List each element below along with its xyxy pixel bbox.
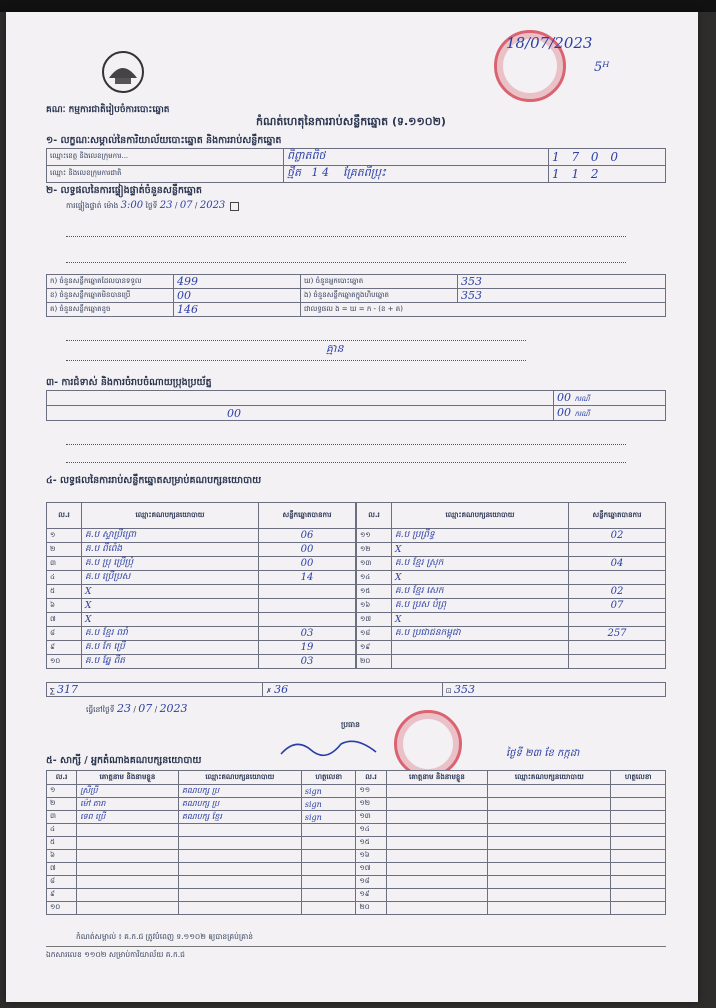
count-a-label: ក) ចំនួនសន្លឹកឆ្នោតដែលបានទទួល (47, 275, 174, 289)
section4-heading: ៤- លទ្ធផលនៃការរាប់សន្លឹកឆ្នោតសម្រាប់គណបក្សនយោបាយ (46, 475, 262, 486)
count-d-value: 353 (458, 275, 666, 289)
party-name: គ.ប ប្រស បំព្រុ (392, 599, 569, 613)
party-name: គ.ប ខ្មែរ ពរាំ (82, 627, 259, 641)
table-row (47, 529, 356, 543)
witness-name (386, 876, 488, 889)
chair-signature-icon (276, 732, 386, 762)
objection-row1-value: 00 ករណី (554, 391, 666, 406)
count-c-label: គ) ចំនួនសន្លឹកឆ្នោតខូច (47, 303, 174, 317)
official-stamp-bottom (394, 710, 462, 778)
vote-count: 06 (259, 529, 356, 543)
row-number: ១៣ (356, 811, 386, 824)
vote-count (569, 613, 666, 627)
witness-name: ស្រីប្រី (77, 785, 179, 798)
count-e-value: 353 (458, 289, 666, 303)
witness-name (386, 785, 488, 798)
footer-divider (46, 946, 666, 947)
row-number: ២ (47, 798, 77, 811)
party-name: X (392, 543, 569, 557)
section3-heading: ៣- ការជំទាស់ និងការចំរាបចំណាយប្រុងប្រយ័ត្ន (46, 377, 212, 388)
table-row (357, 585, 666, 599)
section1-heading: ១- លក្ខណៈសម្គាល់នៃការិយាល័យបោះឆ្នោត និងការរាប់សន្លឹកឆ្នោត (46, 135, 282, 146)
witness-party (178, 837, 301, 850)
row-number: ៥ (47, 585, 82, 599)
row-number: ១០ (47, 902, 77, 915)
witness-signature (611, 863, 666, 876)
vote-count (259, 599, 356, 613)
row2-label: ឈ្មោះ និងលេខក្រុមការជាតិ (47, 166, 284, 183)
witness-signature (301, 876, 356, 889)
party-name: គ.ប ស្ទាប្រីព្រោ (82, 529, 259, 543)
table-row (47, 599, 356, 613)
witness-header: ហត្ថលេខា (301, 771, 356, 785)
count-b-label: ខ) ចំនួនសន្លឹកឆ្នោតមិនបានប្រើ (47, 289, 174, 303)
row-number: ១៨ (357, 627, 392, 641)
table-row (357, 613, 666, 627)
row-number: ៧ (47, 863, 77, 876)
remark-line-3 (66, 334, 526, 343)
witness-name (386, 863, 488, 876)
row2-code: 1 1 2 (549, 166, 666, 183)
results-left (46, 502, 356, 669)
witness-signature: sign (301, 785, 356, 798)
section1-table (46, 148, 666, 183)
table-row (47, 557, 356, 571)
count-a-value: 499 (174, 275, 301, 289)
row-number: ៩ (47, 641, 82, 655)
witness-signature (301, 863, 356, 876)
witness-header: ឈ្មោះគណបក្សនយោបាយ (488, 771, 611, 785)
witness-header: គោត្តនាម និងនាមខ្លួន (386, 771, 488, 785)
row-number: ១៨ (356, 876, 386, 889)
objection-row1-label (47, 391, 554, 406)
footer-text: ឯកសារលេខ ១១០២ សម្រាប់ការិយាល័យ គ.ក.ជ (46, 950, 185, 959)
top-bar (0, 0, 716, 12)
witness-party (488, 850, 611, 863)
row-number: ១១ (356, 785, 386, 798)
row-number: ១៩ (357, 641, 392, 655)
valid-total: ∑ 317 (47, 683, 263, 697)
row-number: ៨ (47, 876, 77, 889)
witness-signature (301, 837, 356, 850)
results-table (356, 502, 666, 669)
stamp-date: 18/07/2023 (506, 34, 593, 52)
invalid-total: ✗ 36 (263, 683, 443, 697)
table-row (47, 824, 666, 837)
row-number: ៦ (47, 599, 82, 613)
witness-signature (301, 889, 356, 902)
witness-signature (611, 902, 666, 915)
table-row (357, 655, 666, 669)
witness-name (77, 889, 179, 902)
witness-party (488, 876, 611, 889)
vote-count: 00 (259, 543, 356, 557)
witness-grid (46, 770, 666, 915)
signing-date: ធ្វើនៅថ្ងៃទី 23 / 07 / 2023 (86, 702, 188, 715)
results-header: ល.រ (357, 503, 392, 529)
section2-heading: ២- លទ្ធផលនៃការផ្ទៀងផ្ទាត់ចំនួនសន្លឹកឆ្នោត (46, 185, 202, 196)
vote-count: 07 (569, 599, 666, 613)
table-row (47, 902, 666, 915)
vote-count: 14 (259, 571, 356, 585)
party-name (392, 655, 569, 669)
objection-row2-value: 00 (47, 406, 554, 421)
witness-name (386, 811, 488, 824)
party-name: គ.ប ប្រើប្រស (82, 571, 259, 585)
table-row (357, 543, 666, 557)
party-name: គ.ប ប្រុ ប្រើប្រុំ (82, 557, 259, 571)
witness-header: ហត្ថលេខា (611, 771, 666, 785)
witness-signature (611, 837, 666, 850)
row1-label: ឈ្មោះខេត្ត និងលេខក្រុមការ... (47, 149, 284, 166)
witness-party: គណបក្ស ប្រ (178, 785, 301, 798)
witness-party (488, 811, 611, 824)
remark-line-6 (66, 456, 626, 465)
table-row (47, 798, 666, 811)
party-name: គ.ប ឆ្នែ ពីត (82, 655, 259, 669)
witness-signature (611, 889, 666, 902)
vote-count (569, 571, 666, 585)
org-name: គណៈ កម្មការជាតិរៀបចំការបោះឆ្នោត (46, 105, 170, 115)
row-number: ១៥ (357, 585, 392, 599)
results-header: សន្លឹកឆ្នោតបានការ (259, 503, 356, 529)
row-number: ៦ (47, 850, 77, 863)
remark-line-1 (66, 230, 666, 239)
objection-row2b-value: 00 ករណី (554, 406, 666, 421)
witness-name (77, 902, 179, 915)
vote-count: 02 (569, 585, 666, 599)
results-header: ឈ្មោះគណបក្សនយោបាយ (82, 503, 259, 529)
table-row (357, 557, 666, 571)
row-number: ៨ (47, 627, 82, 641)
vote-count (569, 543, 666, 557)
footnote: កំណត់សម្គាល់ ៖ គ.ក.ជ ត្រូវបំពេញ ទ.១១០២ ឲ្យបានគ្រប់គ្រាន់ (76, 932, 254, 941)
witness-signature: sign (301, 798, 356, 811)
row-number: ២០ (357, 655, 392, 669)
vote-count: 257 (569, 627, 666, 641)
witness-party (488, 902, 611, 915)
table-row (47, 543, 356, 557)
row-number: ៧ (47, 613, 82, 627)
witness-party (488, 824, 611, 837)
stamp-time: 5ᴴ (594, 60, 610, 75)
count-d-label: ឃ) ចំនួនអ្នកបោះឆ្នោត (301, 275, 458, 289)
party-name: គ.ប ពីពេំង (82, 543, 259, 557)
witness-signature (611, 850, 666, 863)
party-name: គ.ប កែ ប្រើ (82, 641, 259, 655)
vote-count: 04 (569, 557, 666, 571)
chair-label: ប្រធាន (341, 720, 360, 729)
witness-name (386, 902, 488, 915)
row-number: ១ (47, 529, 82, 543)
party-name: X (82, 599, 259, 613)
count-c-value: 146 (174, 303, 301, 317)
witness-party (488, 785, 611, 798)
table-row (47, 863, 666, 876)
table-row (47, 571, 356, 585)
witness-signature (301, 902, 356, 915)
party-name: X (82, 613, 259, 627)
party-name: គ.ប ខ្មែរ ស្រុក (392, 557, 569, 571)
results-table (46, 502, 356, 669)
vote-count: 03 (259, 627, 356, 641)
vote-count (569, 641, 666, 655)
remark-line-5 (66, 438, 626, 447)
remark-line-4 (66, 354, 526, 363)
results-right (356, 502, 666, 669)
row-number: ១ (47, 785, 77, 798)
table-row (47, 613, 356, 627)
row-number: ១៧ (356, 863, 386, 876)
table-row (357, 627, 666, 641)
row-number: ២ (47, 543, 82, 557)
table-row (47, 655, 356, 669)
table-row (47, 837, 666, 850)
section5-heading: ៥- សាក្សី / អ្នកតំណាងគណបក្សនយោបាយ (46, 755, 202, 766)
witness-name (386, 824, 488, 837)
witness-signature (611, 811, 666, 824)
party-name: គ.ប ខ្មែរ សេក (392, 585, 569, 599)
remark-line-2 (66, 256, 666, 265)
witness-header: ល.រ (356, 771, 386, 785)
count-formula: ជាលទ្ធផល ង = ឃ = ក - (ខ + គ) (301, 303, 666, 317)
totals-row (46, 682, 666, 697)
witness-name (77, 876, 179, 889)
party-name: X (82, 585, 259, 599)
row-number: ៩ (47, 889, 77, 902)
witness-signature (611, 798, 666, 811)
table-row (47, 850, 666, 863)
witness-name (386, 798, 488, 811)
row2-value: ថ្មីត 1 4 គ្រែតពីប្រុះ (284, 166, 549, 183)
party-name: X (392, 613, 569, 627)
row-number: ១៩ (356, 889, 386, 902)
count-e-label: ង) ចំនួនសន្លឹកឆ្នោតក្នុងហិបឆ្នោត (301, 289, 458, 303)
vote-count: 00 (259, 557, 356, 571)
row-number: ១១ (357, 529, 392, 543)
row1-code: 1 7 0 0 (549, 149, 666, 166)
row-number: ១៥ (356, 837, 386, 850)
box-total: ⊡ 353 (442, 683, 665, 697)
row-number: ១៧ (357, 613, 392, 627)
vote-count: 03 (259, 655, 356, 669)
party-name: គ.ប ប្រព្រឹទ្ធ (392, 529, 569, 543)
row-number: ១០ (47, 655, 82, 669)
vote-count: 19 (259, 641, 356, 655)
witness-name (386, 837, 488, 850)
witness-party (178, 850, 301, 863)
results-header: ឈ្មោះគណបក្សនយោបាយ (392, 503, 569, 529)
witness-signature (301, 824, 356, 837)
row-number: ១២ (356, 798, 386, 811)
row-number: ១៤ (357, 571, 392, 585)
witness-party (178, 824, 301, 837)
row-number: ១៣ (357, 557, 392, 571)
vote-count (569, 655, 666, 669)
nec-emblem-icon (101, 50, 145, 94)
row-number: ៤ (47, 571, 82, 585)
table-row (357, 529, 666, 543)
witness-name: ទេព ប្រើ (77, 811, 179, 824)
witness-name: ម៉ៅ តារា (77, 798, 179, 811)
witness-party (178, 863, 301, 876)
witness-name (77, 837, 179, 850)
witness-signature (611, 785, 666, 798)
table-row (357, 599, 666, 613)
witness-header: ល.រ (47, 771, 77, 785)
witness-name (77, 850, 179, 863)
party-name (392, 641, 569, 655)
witness-signature (611, 876, 666, 889)
table-row (47, 627, 356, 641)
row-number: ៣ (47, 811, 77, 824)
vote-count (259, 613, 356, 627)
witness-party: គណបក្ស ប្រ (178, 798, 301, 811)
results-header: សន្លឹកឆ្នោតបានការ (569, 503, 666, 529)
section2-time-line: ការផ្ទៀងផ្ទាត់ ម៉ោង 3:00 ថ្ងៃទី 23 / 07 / 2023 (66, 200, 676, 212)
form-title: កំណត់ហេតុនៃការរាប់សន្លឹកឆ្នោត (ទ.១១០២) (256, 115, 446, 128)
witness-name (77, 824, 179, 837)
row-number: ៤ (47, 824, 77, 837)
ballot-count-form (6, 12, 698, 1002)
objection-table (46, 390, 666, 421)
count-table (46, 274, 666, 317)
row-number: ១៦ (356, 850, 386, 863)
row-number: ១៦ (357, 599, 392, 613)
remark-handwritten: គ្មាន (326, 342, 344, 355)
row1-value: ពិព្លាតពិថ (284, 149, 549, 166)
table-row (47, 889, 666, 902)
table-row (47, 811, 666, 824)
witness-signature (301, 850, 356, 863)
table-row (47, 876, 666, 889)
row-number: ៣ (47, 557, 82, 571)
witness-name (386, 889, 488, 902)
vote-count: 02 (569, 529, 666, 543)
table-row (47, 585, 356, 599)
witness-name (386, 850, 488, 863)
vote-count (259, 585, 356, 599)
witness-party (488, 889, 611, 902)
party-name: គ.ប ប្រជាជនកម្ពុជា (392, 627, 569, 641)
witness-party (488, 863, 611, 876)
witness-party (178, 876, 301, 889)
witness-party (178, 889, 301, 902)
results-header: ល.រ (47, 503, 82, 529)
row-number: ២០ (356, 902, 386, 915)
witness-party (488, 798, 611, 811)
count-b-value: 00 (174, 289, 301, 303)
witness-party (488, 837, 611, 850)
table-row (357, 571, 666, 585)
chair-date: ថ្ងៃទី ២៣ ខែ កក្កដា (506, 748, 580, 759)
witness-party (178, 902, 301, 915)
witness-signature (611, 824, 666, 837)
party-name: X (392, 571, 569, 585)
witness-party: គណបក្ស ខ្មែរ (178, 811, 301, 824)
table-row (47, 785, 666, 798)
witness-header: គោត្តនាម និងនាមខ្លួន (77, 771, 179, 785)
witness-name (77, 863, 179, 876)
row-number: ១៤ (356, 824, 386, 837)
table-row (357, 641, 666, 655)
witness-signature: sign (301, 811, 356, 824)
witness-header: ឈ្មោះគណបក្សនយោបាយ (178, 771, 301, 785)
table-row (47, 641, 356, 655)
row-number: ១២ (357, 543, 392, 557)
row-number: ៥ (47, 837, 77, 850)
witness-table (46, 770, 666, 915)
